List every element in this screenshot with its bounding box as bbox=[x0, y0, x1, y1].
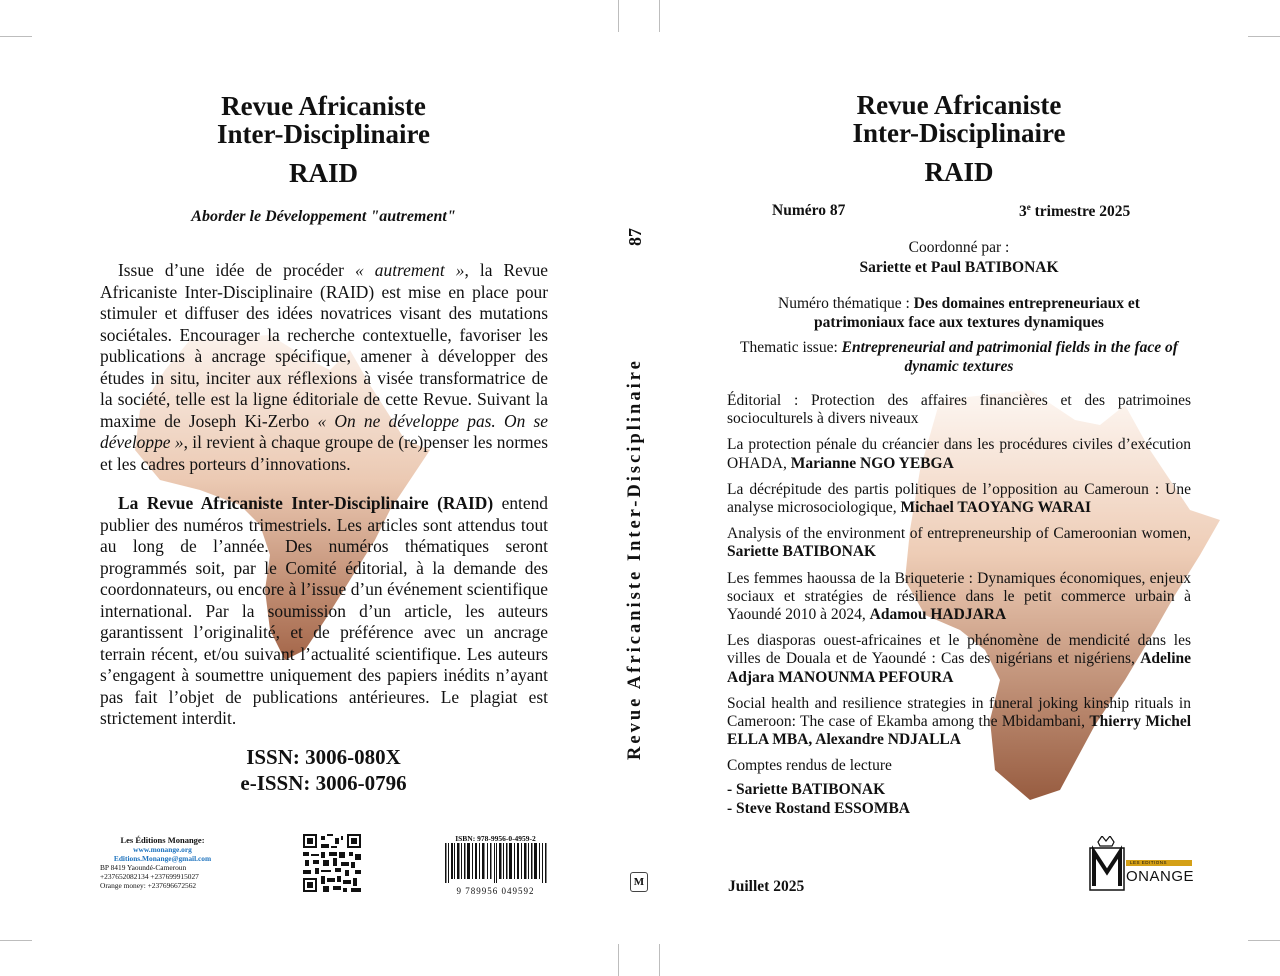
publisher-website[interactable]: www.monange.org bbox=[133, 845, 192, 854]
toc-item bbox=[727, 570, 1191, 625]
crop-mark bbox=[659, 944, 660, 976]
publisher-info bbox=[100, 836, 225, 890]
toc-title: Analysis of the environment of entrepreneurship of Cameroonian women, bbox=[727, 525, 1191, 543]
toc-item bbox=[727, 525, 1191, 561]
issn: ISSN: 3006-080X bbox=[246, 745, 401, 769]
crop-mark bbox=[618, 0, 619, 32]
para1-emphasis-1: « autrement » bbox=[355, 260, 465, 280]
back-slogan: Aborder le Développement "autrement" bbox=[191, 208, 456, 225]
isbn-barcode bbox=[442, 834, 549, 896]
qr-code-icon bbox=[303, 834, 361, 892]
reviews-label: Comptes rendus de lecture bbox=[727, 757, 892, 775]
trimester-text: trimestre 2025 bbox=[1030, 203, 1131, 221]
back-paragraph-2 bbox=[100, 493, 548, 730]
table-of-contents bbox=[727, 392, 1191, 818]
barcode-icon bbox=[442, 843, 549, 883]
theme-fr-label: Numéro thématique : bbox=[778, 295, 914, 312]
theme-block bbox=[724, 294, 1194, 376]
theme-fr-text: Des domaines entrepreneuriaux et patrimoniaux face aux textures dynamiques bbox=[814, 295, 1140, 331]
crop-mark bbox=[659, 0, 660, 32]
toc-author: Marianne NGO YEBGA bbox=[790, 454, 954, 472]
theme-fr bbox=[724, 294, 1194, 332]
monange-logo bbox=[1088, 836, 1198, 894]
reviewers-list bbox=[727, 780, 1191, 818]
issue-number: Numéro 87 bbox=[772, 202, 846, 219]
back-cover bbox=[96, 0, 551, 976]
spine-logo: M bbox=[630, 872, 648, 892]
toc-item bbox=[727, 392, 1191, 428]
toc-author: Thierry Michel ELLA MBA, Alexandre NDJALLA bbox=[727, 713, 1192, 749]
publisher-name: Les Éditions Monange: bbox=[120, 835, 205, 845]
publication-date: Juillet 2025 bbox=[728, 878, 805, 895]
front-title-acronym: RAID bbox=[924, 157, 994, 187]
reviewer: - Sariette BATIBONAK bbox=[727, 780, 886, 798]
back-title-line2: Inter-Disciplinaire bbox=[217, 119, 430, 149]
crop-mark bbox=[1248, 36, 1280, 37]
coordinated-by-label: Coordonné par : bbox=[908, 239, 1010, 256]
issue-meta bbox=[772, 202, 1162, 220]
crop-mark bbox=[0, 940, 32, 941]
toc-item bbox=[727, 481, 1191, 517]
back-title-line1: Revue Africaniste bbox=[221, 91, 426, 121]
eissn: e-ISSN: 3006-0796 bbox=[240, 771, 407, 795]
crop-mark bbox=[1248, 940, 1280, 941]
front-title-block bbox=[724, 91, 1194, 188]
back-paragraph-1 bbox=[100, 260, 548, 475]
back-title-acronym: RAID bbox=[288, 158, 358, 188]
back-title-block bbox=[96, 92, 551, 189]
publisher-email[interactable]: Editions.Monange@gmail.com bbox=[113, 854, 212, 863]
toc-author: Michael TAOYANG WARAI bbox=[900, 499, 1092, 517]
issn-block bbox=[96, 744, 551, 796]
logo-text: ONANGE bbox=[1126, 868, 1195, 885]
crop-mark bbox=[618, 944, 619, 976]
coordinators: Sariette et Paul BATIBONAK bbox=[859, 259, 1059, 276]
spine-issue-number: 87 bbox=[625, 228, 645, 246]
toc-title: Les femmes haoussa de la Briqueterie : Dynamiques économiques, enjeux sociaux et stratégies de résilience dans le petit commerce urbain à Yaoundé 2010 à 2024, bbox=[727, 569, 1191, 624]
toc-author: Adamou HADJARA bbox=[869, 606, 1007, 624]
crown-icon bbox=[1088, 836, 1198, 894]
spine-title: Revue Africaniste Inter-Disciplinaire bbox=[625, 358, 645, 760]
theme-en bbox=[724, 338, 1194, 376]
toc-item bbox=[727, 632, 1191, 687]
crop-mark bbox=[0, 36, 32, 37]
reviewer: - Steve Rostand ESSOMBA bbox=[727, 799, 911, 817]
publisher-phones: +237652082134 +237699915027 bbox=[100, 872, 199, 881]
para1-text-c: , il revient à chaque groupe de (re)penser les normes et les cadres porteurs d’innovations. bbox=[100, 432, 548, 474]
toc-author: Adeline Adjara MANOUNMA PEFOURA bbox=[727, 650, 1191, 686]
front-title-line1: Revue Africaniste bbox=[856, 90, 1062, 120]
publisher-address: BP 8419 Yaoundé-Cameroun bbox=[100, 863, 187, 872]
para1-text-b: , la Revue Africaniste Inter-Disciplinaire (RAID) est mise en place pour stimuler et diffuser des idées novatrices visant des mutations sociétales. Encourager la recherche contextuelle, favoriser les publications à ancrage spécifique, amener à développer des études in situ, inciter aux réflexions à visée transformatrice de la société, telle est la ligne éditoriale de cette Revue. Suivant la maxime de Joseph Ki-Zerbo bbox=[100, 260, 548, 431]
front-cover bbox=[724, 0, 1194, 976]
theme-en-text: Entrepreneurial and patrimonial fields in the face of dynamic textures bbox=[841, 339, 1178, 375]
theme-en-label: Thematic issue: bbox=[740, 339, 842, 356]
toc-title: Les diasporas ouest-africaines et le phénomène de mendicité dans les villes de Douala et de Yaoundé : Cas des nigérians et nigériens, bbox=[727, 632, 1191, 668]
para1-emphasis-2: « On ne développe pas. On se développe » bbox=[100, 410, 549, 452]
front-title-line2: Inter-Disciplinaire bbox=[852, 118, 1066, 148]
toc-item bbox=[727, 695, 1191, 750]
toc-title: La protection pénale du créancier dans les procédures civiles d’exécution OHADA, bbox=[727, 436, 1191, 472]
toc-title: Social health and resilience strategies in funeral joking kinship rituals in Cameroon: The case of Ekamba among the Mbidambani, bbox=[727, 694, 1191, 731]
spine bbox=[615, 220, 663, 760]
trimester-number: 3 bbox=[1019, 203, 1027, 221]
toc-author: Sariette BATIBONAK bbox=[727, 543, 877, 561]
para1-text-a: Issue d’une idée de procéder bbox=[118, 260, 356, 280]
logo-small-text: LES EDITIONS bbox=[1130, 860, 1168, 865]
barcode-digits: 9 789956 049592 bbox=[456, 886, 535, 896]
coordination-block bbox=[724, 238, 1194, 278]
para2-bold: La Revue Africaniste Inter-Disciplinaire (RAID) bbox=[118, 493, 494, 513]
publisher-orange-money: Orange money: +237696672562 bbox=[100, 881, 197, 890]
para2-text: entend publier des numéros trimestriels. Les articles sont attendus tout au long de l’année. Des numéros thématiques seront programmés soit, par le Comité éditorial, à la demande des coordonnateurs, ou encore à l’issue d’un événement scientifique international. Par la soumission d’un article, les auteurs garantissent l’originalité, et de préférence avec un ancrage terrain récent, et/ou suivant l’actualité scientifique. Les auteurs s’engagent à soumettre uniquement des papiers inédits n’ayant pas fait l’objet de publications antérieures. Le plagiat est strictement interdit. bbox=[100, 493, 548, 728]
toc-title: La décrépitude des partis politiques de l’opposition au Cameroun : Une analyse microsociologique, bbox=[727, 480, 1191, 517]
trimester-superscript: e bbox=[1026, 202, 1031, 212]
issue-trimester bbox=[1019, 202, 1130, 221]
toc-item bbox=[727, 436, 1191, 472]
isbn-label: ISBN: 978-9956-0-4959-2 bbox=[455, 834, 536, 843]
toc-title: Éditorial : Protection des affaires financières et des patrimoines socioculturels à divers niveaux bbox=[727, 392, 1191, 428]
